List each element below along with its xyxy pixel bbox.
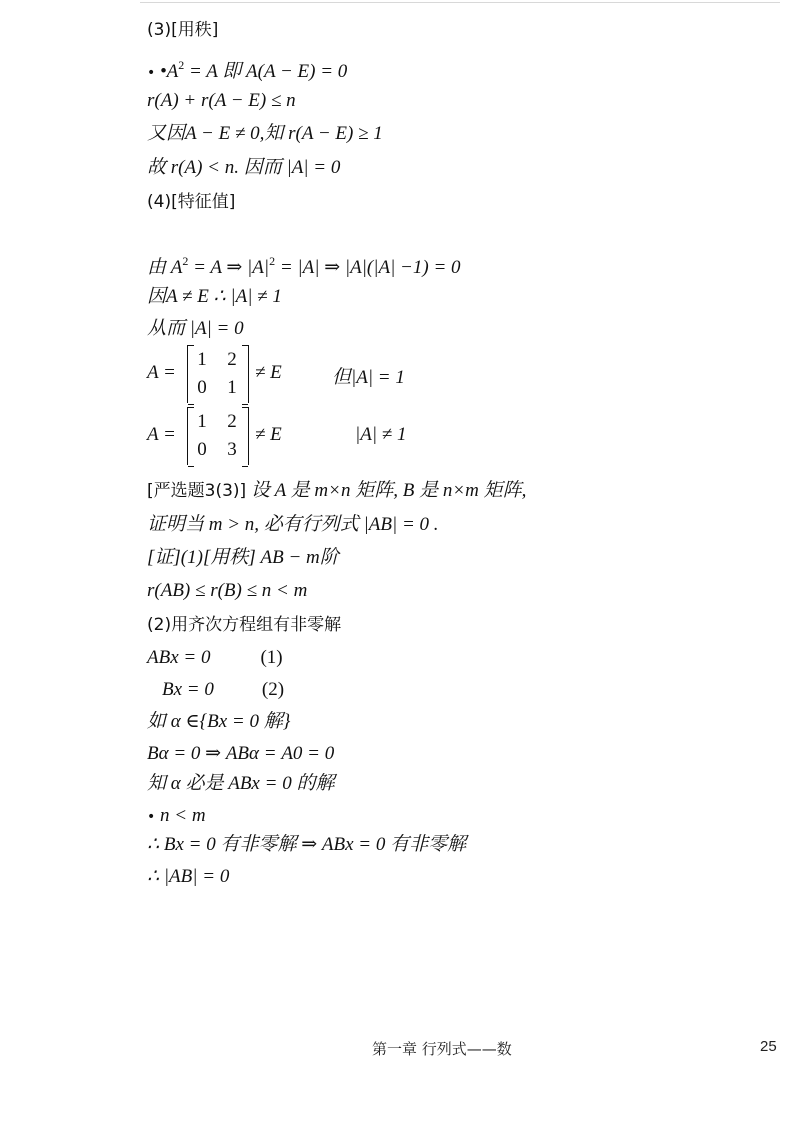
line-det-zero: 从而 |A| = 0 <box>147 318 244 339</box>
chapter-footer: 第一章 行列式——数 <box>372 1040 512 1058</box>
top-rule <box>140 2 780 3</box>
line-det-equation: 由 $A^2 = A$ ⇒ $|A|^2 = |A|$ ⇒ |A|(|A| −1) = 0 <box>147 254 461 278</box>
line-final-conclusion: ∴ |AB| = 0 <box>147 866 230 887</box>
line-rank-lower-bound: 又因A − E ≠ 0,知 r(A − E) ≥ 1 <box>147 123 383 144</box>
equation-1: ABx = 0 (1) <box>147 647 283 668</box>
line-alpha-solution: 知 α 必是 ABx = 0 的解 <box>147 773 335 794</box>
equation-2: Bx = 0 (2) <box>162 679 285 700</box>
line-nonzero-solution: ∴ Bx = 0 有非零解 ⇒ ABx = 0 有非零解 <box>147 834 467 855</box>
proof-homogeneous-header: (2)用齐次方程组有非零解 <box>147 615 342 635</box>
line-det-not-one: 因A ≠ E ∴ |A| ≠ 1 <box>147 286 282 307</box>
line-alpha-implication: Bα = 0 ⇒ ABα = A0 = 0 <box>147 743 335 764</box>
line-alpha-member: 如 α ∈{Bx = 0 解} <box>147 711 291 732</box>
matrix-lhs: A = <box>147 424 176 445</box>
line-rank-sum: r(A) + r(A − E) ≤ n <box>147 90 296 111</box>
line-eigenvalue-method: (4)[特征值] <box>147 192 236 212</box>
matrix-example-2: A = 1 2 0 3 ≠ E |A| ≠ 1 <box>147 407 547 467</box>
problem-statement: [严选题3(3)] 设 A 是 m×n 矩阵, B 是 n×m 矩阵, <box>147 480 527 501</box>
bullet-icon: • <box>147 809 156 825</box>
line-n-less-m: • n < m <box>147 805 206 826</box>
problem-statement-cont: 证明当 m > n, 必有行列式 |AB| = 0 . <box>147 514 439 535</box>
line-idempotent: • $•A^2 = A$ 即 A(A − E) = 0 <box>147 58 348 82</box>
bullet-icon: • <box>147 65 156 81</box>
matrix-example-1: A = 1 2 0 1 ≠ E 但|A| = 1 <box>147 345 547 405</box>
matrix-lhs: A = <box>147 362 176 383</box>
proof-rank-header: [证](1)[用秩] AB − m阶 <box>147 547 339 568</box>
line-conclusion-rank: 故 r(A) < n. 因而 |A| = 0 <box>147 157 341 178</box>
matrix-bracket: 1 2 0 1 <box>187 345 249 403</box>
matrix-bracket: 1 2 0 3 <box>187 407 249 465</box>
proof-rank-inequality: r(AB) ≤ r(B) ≤ n < m <box>147 580 308 601</box>
line-rank-method: (3)[用秩] <box>147 20 219 40</box>
page-number: 25 <box>760 1038 777 1055</box>
